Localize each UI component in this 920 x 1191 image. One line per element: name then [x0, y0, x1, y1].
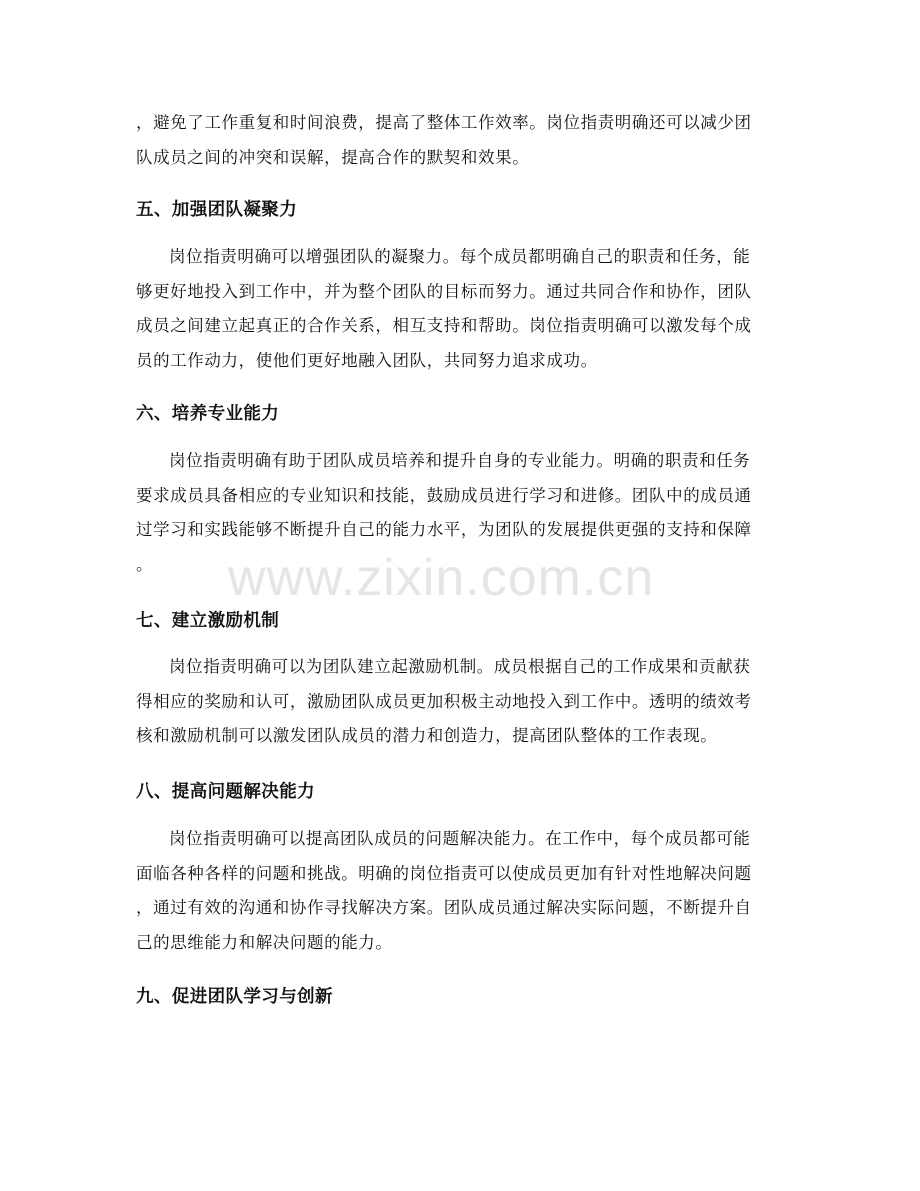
- section-heading-9: [136, 983, 786, 1011]
- section-heading-6: [136, 400, 786, 428]
- intro-paragraph: [136, 106, 786, 175]
- text-line: 员的工作动力，使他们更好地融入团队，共同努力追求成功。: [136, 350, 598, 370]
- section-heading-8: [136, 778, 786, 806]
- text-line: 。: [136, 554, 154, 574]
- text-line: 成员之间建立起真正的合作关系，相互支持和帮助。岗位指责明确可以激发每个成: [136, 316, 752, 335]
- text-line: 过学习和实践能够不断提升自己的能力水平，为团队的发展提供更强的支持和保障: [136, 520, 752, 539]
- section-heading: 五、加强团队凝聚力: [136, 200, 298, 220]
- section-heading: 七、建立激励机制: [136, 611, 280, 631]
- text-line: 岗位指责明确可以增强团队的凝聚力。每个成员都明确自己的职责和任务，能: [169, 247, 751, 266]
- text-line: 岗位指责明确可以提高团队成员的问题解决能力。在工作中，每个成员都可能: [169, 829, 751, 848]
- paragraph: [136, 650, 786, 754]
- text-line: 要求成员具备相应的专业知识和技能，鼓励成员进行学习和进修。团队中的成员通: [136, 485, 752, 505]
- text-line: 队成员之间的冲突和误解，提高合作的默契和效果。: [136, 147, 530, 167]
- section-heading-7: [136, 607, 786, 635]
- text-line: ，通过有效的沟通和协作寻找解决方案。团队成员通过解决实际问题，不断提升自: [136, 898, 752, 917]
- text-line: 己的思维能力和解决问题的能力。: [136, 932, 393, 952]
- paragraph: [136, 240, 786, 378]
- section-heading-5: [136, 196, 786, 224]
- section-body-5: [136, 240, 786, 378]
- text-line: 核和激励机制可以激发团队成员的潜力和创造力，提高团队整体的工作表现。: [136, 726, 718, 745]
- text-line: ，避免了工作重复和时间浪费，提高了整体工作效率。岗位指责明确还可以减少团: [136, 113, 752, 132]
- section-body-7: [136, 650, 786, 754]
- watermark-text: www.zixin.com.cn: [228, 549, 655, 607]
- text-line: 岗位指责明确有助于团队成员培养和提升自身的专业能力。明确的职责和任务: [169, 451, 751, 470]
- section-body-8: [136, 822, 786, 960]
- paragraph: [136, 822, 786, 960]
- section-heading: 六、培养专业能力: [136, 404, 280, 424]
- text-line: 得相应的奖励和认可，激励团队成员更加积极主动地投入到工作中。透明的绩效考: [136, 691, 752, 711]
- section-heading: 九、促进团队学习与创新: [136, 987, 333, 1007]
- paragraph: [136, 106, 786, 175]
- text-line: 面临各种各样的问题和挑战。明确的岗位指责可以使成员更加有针对性地解决问题: [136, 863, 752, 883]
- section-heading: 八、提高问题解决能力: [136, 782, 315, 802]
- text-line: 够更好地投入到工作中，并为整个团队的目标而努力。通过共同合作和协作，团队: [136, 281, 752, 301]
- paragraph: [136, 444, 786, 582]
- section-body-6: [136, 444, 786, 582]
- text-line: 岗位指责明确可以为团队建立起激励机制。成员根据自己的工作成果和贡献获: [169, 657, 751, 676]
